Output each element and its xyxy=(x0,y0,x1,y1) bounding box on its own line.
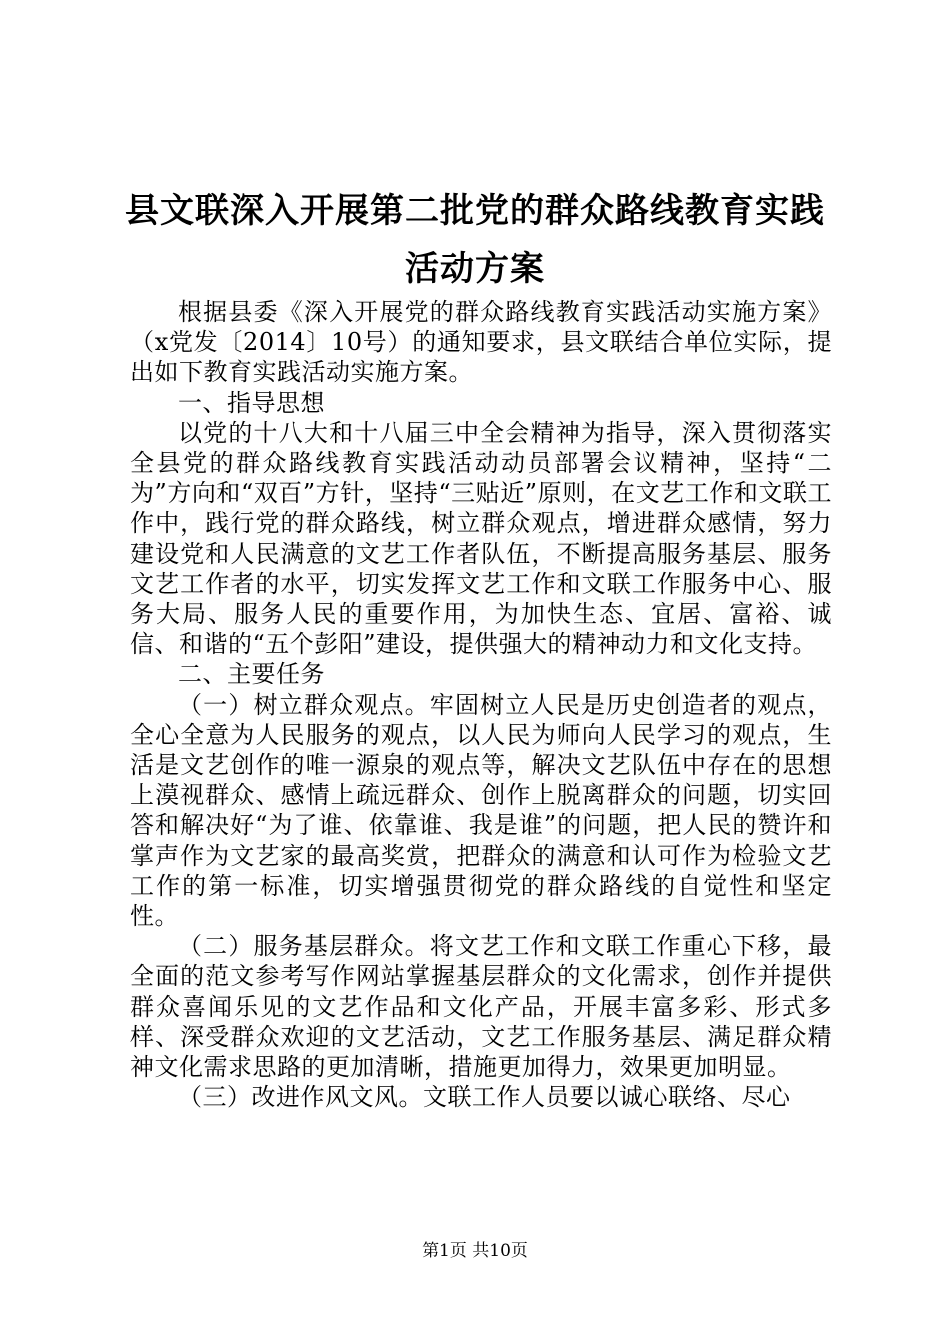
paragraph-task-1: （一）树立群众观点。牢固树立人民是历史创造者的观点，全心全意为人民服务的观点，以人民为师向人民学习的观点，生活是文艺创作的唯一源泉的观点等，解决文艺队伍中存在的思想上漠视群众、感情上疏远群众、创作上脱离群众的问题，切实回答和解决好“为了谁、依靠谁、我是谁”的问题，把人民的赞许和掌声作为文艺家的最高奖赏，把群众的满意和认可作为检验文艺工作的第一标准，切实增强贯彻党的群众路线的自觉性和坚定性。 xyxy=(130,690,832,931)
paragraph-intro: 根据县委《深入开展党的群众路线教育实践活动实施方案》（x党发〔2014〕10号）的通知要求，县文联结合单位实际，提出如下教育实践活动实施方案。 xyxy=(130,298,832,387)
section-heading-main-tasks: 二、主要任务 xyxy=(178,660,325,689)
paragraph-task-2: （二）服务基层群众。将文艺工作和文联工作重心下移，最全面的范文参考写作网站掌握基层群众的文化需求，创作并提供群众喜闻乐见的文艺作品和文化产品，开展丰富多彩、形式多样、深受群众欢迎的文艺活动，文艺工作服务基层、满足群众精神文化需求思路的更加清晰，措施更加得力，效果更加明显。 xyxy=(130,932,832,1082)
document-title-line-1: 县文联深入开展第二批党的群众路线教育实践 xyxy=(125,191,825,231)
section-heading-guiding-ideology: 一、指导思想 xyxy=(178,388,325,417)
paragraph-guiding-ideology: 以党的十八大和十八届三中全会精神为指导，深入贯彻落实全县党的群众路线教育实践活动动员部署会议精神，坚持“二为”方向和“双百”方针，坚持“三贴近”原则，在文艺工作和文联工作中，践行党的群众路线，树立群众观点，增进群众感情，努力建设党和人民满意的文艺工作者队伍，不断提高服务基层、服务文艺工作者的水平，切实发挥文艺工作和文联工作服务中心、服务大局、服务人民的重要作用，为加快生态、宜居、富裕、诚信、和谐的“五个彭阳”建设，提供强大的精神动力和文化支持。 xyxy=(130,418,832,659)
document-title-line-2: 活动方案 xyxy=(405,249,545,289)
paragraph-task-3: （三）改进作风文风。文联工作人员要以诚心联络、尽心 xyxy=(178,1083,791,1112)
document-body xyxy=(130,297,832,1112)
page-footer: 第1页 共10页 xyxy=(422,1241,528,1261)
